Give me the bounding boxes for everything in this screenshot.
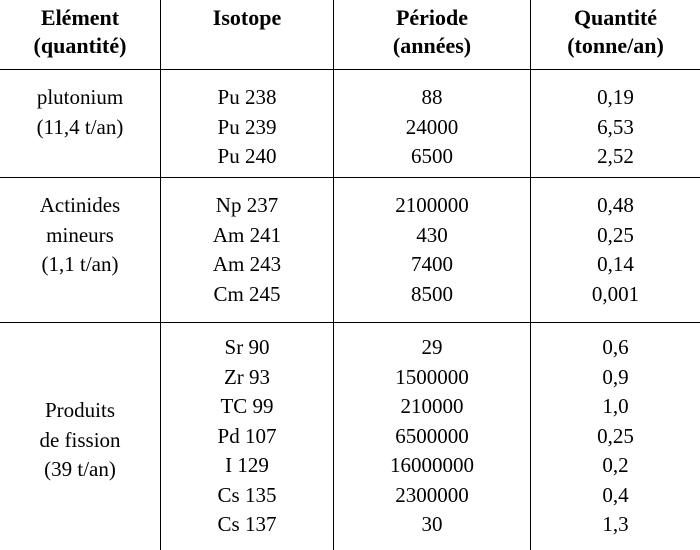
group-label-fission: Produits de fission (39 t/an) xyxy=(39,398,121,481)
quantity-column-plutonium xyxy=(531,83,700,172)
header-period: Période (années) xyxy=(392,5,472,58)
table-cell: 0,19 xyxy=(597,85,634,109)
table-cell: I 129 xyxy=(225,453,269,477)
table-cell: 0,25 xyxy=(597,423,634,448)
table-cell: Cs 135 xyxy=(217,482,277,507)
table-cell: 0,48 xyxy=(597,193,634,217)
table-cell: Pu 240 xyxy=(217,144,277,168)
table-cell: Sr 90 xyxy=(224,335,270,359)
group-label-plutonium: plutonium (11,4 t/an) xyxy=(36,85,124,139)
quantity-column-actinides xyxy=(531,191,700,309)
period-column-fission xyxy=(334,333,530,540)
table-cell: 29 xyxy=(421,335,443,359)
isotope-column-actinides xyxy=(161,191,333,309)
table-cell: 7400 xyxy=(411,252,453,276)
table-cell: Pu 239 xyxy=(217,114,277,139)
table-cell: 24000 xyxy=(405,114,459,139)
table-cell: 6500000 xyxy=(395,423,469,448)
table-cell: Zr 93 xyxy=(223,364,271,389)
table-cell: Cm 245 xyxy=(213,281,281,306)
table-cell: 0,9 xyxy=(602,364,629,389)
header-divider xyxy=(0,69,700,70)
table-cell: 2300000 xyxy=(395,482,469,507)
table-cell: 2100000 xyxy=(395,193,469,217)
isotope-column-plutonium xyxy=(161,83,333,172)
table-cell: 0,6 xyxy=(602,335,629,359)
table-cell: 16000000 xyxy=(390,453,474,477)
table-cell: 1500000 xyxy=(395,364,469,389)
group-divider-1 xyxy=(0,177,700,178)
header-element: Elément (quantité) xyxy=(33,5,127,58)
table-cell: 88 xyxy=(421,85,443,109)
table-cell: 30 xyxy=(421,512,443,536)
table-cell: 8500 xyxy=(411,281,453,306)
header-isotope: Isotope xyxy=(212,5,282,30)
table-cell: Pu 238 xyxy=(217,85,277,109)
table-cell: 430 xyxy=(416,222,448,247)
table-cell: Am 241 xyxy=(212,222,282,247)
isotope-column-fission xyxy=(161,333,333,540)
table-cell: 6500 xyxy=(411,144,453,168)
table-cell: 1,3 xyxy=(602,512,629,536)
table-cell: 210000 xyxy=(400,394,464,418)
group-divider-2 xyxy=(0,322,700,323)
table-cell: Np 237 xyxy=(215,193,279,217)
table-cell: Cs 137 xyxy=(217,512,277,536)
header-quantity: Quantité (tonne/an) xyxy=(567,5,664,58)
table-cell: 0,4 xyxy=(602,482,629,507)
table-cell: Pd 107 xyxy=(217,423,277,448)
quantity-column-fission xyxy=(531,333,700,540)
table-cell: 0,14 xyxy=(597,252,634,276)
period-column-plutonium xyxy=(334,83,530,172)
table-cell: 0,2 xyxy=(602,453,629,477)
table-cell: 6,53 xyxy=(597,114,634,139)
table-cell: Am 243 xyxy=(212,252,282,276)
table-cell: 0,001 xyxy=(591,281,640,306)
table-cell: 0,25 xyxy=(597,222,634,247)
period-column-actinides xyxy=(334,191,530,309)
table-cell: 2,52 xyxy=(597,144,634,168)
table-cell: 1,0 xyxy=(602,394,629,418)
group-label-actinides: Actinides mineurs (1,1 t/an) xyxy=(39,193,121,276)
table-cell: TC 99 xyxy=(220,394,274,418)
